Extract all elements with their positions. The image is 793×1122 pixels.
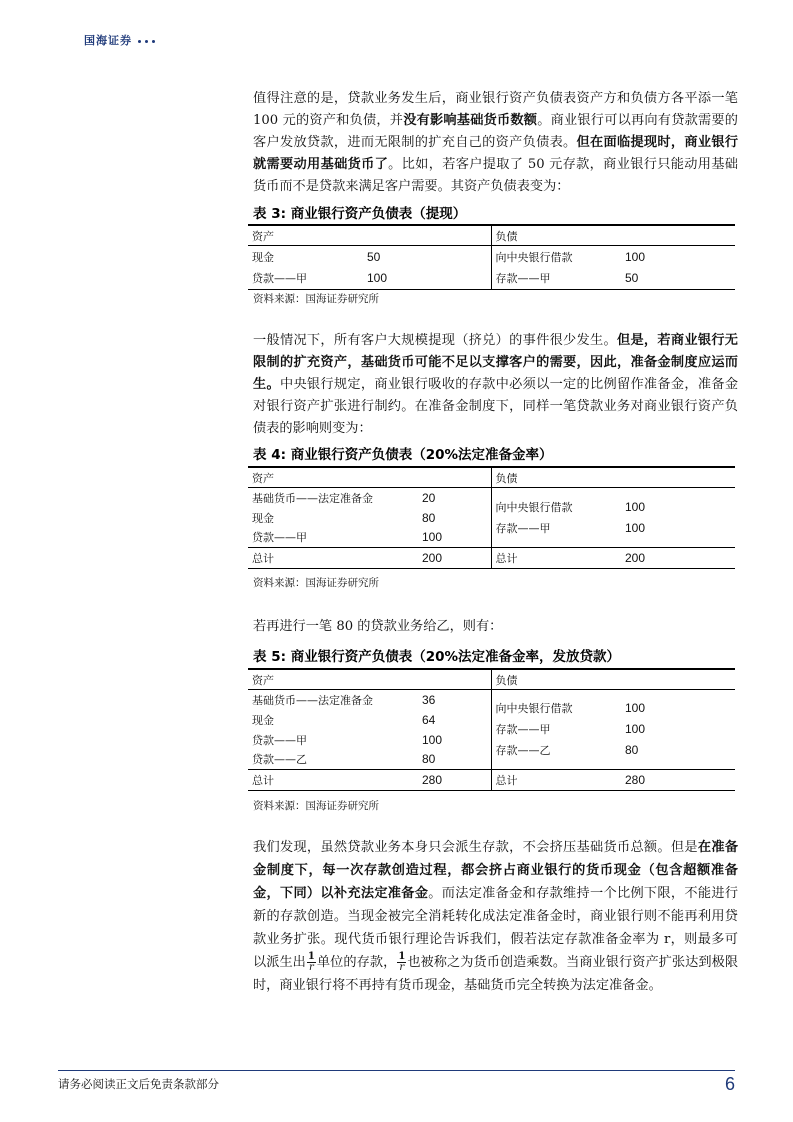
table-cell: 50	[621, 268, 735, 290]
table-5-assets-total: 280	[418, 770, 491, 791]
table-4-liabilities-total-label: 总计	[491, 548, 621, 569]
p1-text-3: 。比如，若客户提取了 50 元存款，商业银行只能动用基础货币而不是贷款来满足客户需要。其资产负债表变为：	[253, 157, 738, 194]
table-cell: 存款——乙	[495, 744, 551, 757]
table-5-liabilities-total-label: 总计	[491, 770, 621, 791]
table-cell: 存款——甲	[491, 268, 621, 290]
table-cell: 现金	[252, 713, 274, 727]
table-cell: 现金	[252, 511, 274, 525]
table-cell: 20	[422, 490, 436, 505]
paragraph-2	[253, 330, 738, 440]
fraction-denominator: r	[399, 962, 405, 973]
fraction-numerator: 1	[307, 951, 315, 962]
table-cell: 100	[625, 722, 646, 736]
table-3-source: 资料来源：国海证券研究所	[253, 293, 379, 305]
table-cell: 基础货币——法定准备金	[252, 693, 373, 707]
table-cell: 贷款——甲	[252, 531, 307, 545]
table-4	[248, 466, 735, 569]
table-5-liabilities-cell	[491, 690, 621, 770]
p1-text-2: 。商业银行可以再向有贷款需要的客户发放贷款，进而无限制的扩充自己的资产负债表。	[253, 113, 738, 150]
table-3-assets-header: 资产	[248, 225, 491, 246]
p4-text-4: 也被称之为货币创造乘数。当商业银行资产扩张达到极限时，商业银行将不再持有货币现金，基础货币完全转换为法定准备金。	[253, 955, 739, 993]
table-cell: 向中央银行借款	[495, 702, 573, 715]
table-4-liabilities-total: 200	[621, 548, 735, 569]
paragraph-3: 若再进行一笔 80 的贷款业务给乙，则有：	[253, 619, 503, 634]
table-cell: 100	[625, 520, 646, 535]
p2-text-2: 中央银行规定，商业银行吸收的存款中必须以一定的比例留作准备金，准备金对银行资产扩张进行制约。在准备金制度下，同样一笔贷款业务对商业银行资产负债表的影响则变为：	[253, 377, 739, 436]
table-cell: 存款——甲	[495, 521, 551, 535]
fraction-one-over-r	[397, 952, 406, 973]
table-5	[248, 668, 735, 791]
table-cell: 36	[422, 692, 436, 707]
logo-text: 国海证券	[84, 34, 132, 47]
table-4-source: 资料来源：国海证券研究所	[253, 577, 379, 589]
table-cell: 100	[625, 499, 646, 514]
table-cell: 向中央银行借款	[491, 246, 621, 268]
table-cell: 100	[625, 701, 646, 715]
table-4-caption: 表 4: 商业银行资产负债表（20%法定准备金率）	[253, 447, 553, 463]
table-cell: 现金	[252, 250, 274, 264]
p4-text-1: 我们发现，虽然贷款业务本身只会派生存款，不会挤压基础货币总额。但是	[253, 840, 698, 855]
footer-divider	[58, 1070, 735, 1071]
table-5-source: 资料来源：国海证券研究所	[253, 800, 379, 812]
paragraph-4	[253, 836, 738, 997]
p2-text-1: 一般情况下，所有客户大规模提现（挤兑）的事件很少发生。	[253, 333, 617, 348]
table-4-assets-total: 200	[418, 548, 491, 569]
table-cell: 贷款——乙	[252, 753, 307, 767]
p4-text-2: 。而法定准备金和存款维持一个比例下限，不能进行新的存款创造。当现金被完全消耗转化成法定准备金时，商业银行则不能再利用贷款业务扩张。现代货币银行理论告诉我们，假若法定存款准备金率为 r，则最多可以派生出	[253, 886, 739, 970]
table-row	[248, 690, 735, 710]
table-5-liabilities-header: 负债	[491, 669, 735, 690]
p1-bold-2: 但在面临提现时，商业银行就需要动用基础货币了	[253, 135, 739, 172]
p2-bold-1: 但是，若商业银行无限制的扩充资产，基础货币可能不足以支撑客户的需要，因此，准备金制度应运而生。	[253, 333, 738, 392]
table-5-liabilities-total: 280	[621, 770, 735, 791]
table-4-assets-header: 资产	[248, 467, 491, 488]
table-cell: 50	[367, 249, 381, 264]
table-row	[248, 246, 735, 268]
table-cell: 100	[363, 268, 491, 290]
table-cell: 100	[422, 530, 443, 545]
table-cell: 贷款——甲	[248, 268, 363, 290]
table-cell: 存款——甲	[495, 723, 551, 736]
table-total-row	[248, 770, 735, 791]
table-3-liabilities-header: 负债	[491, 225, 735, 246]
p4-bold-1: 在准备金制度下，每一次存款创造过程，都会挤占商业银行的货币现金（包含超额准备金，下同）以补充法定准备金	[253, 840, 739, 901]
fraction-one-over-r	[307, 952, 316, 973]
table-cell: 100	[422, 732, 443, 747]
table-cell: 64	[422, 712, 436, 727]
table-5-caption: 表 5: 商业银行资产负债表（20%法定准备金率，发放贷款）	[253, 649, 621, 665]
table-cell: 基础货币——法定准备金	[252, 491, 373, 505]
fraction-numerator: 1	[398, 951, 406, 962]
table-cell: 100	[625, 249, 646, 264]
table-4-liabilities-header: 负债	[491, 467, 735, 488]
page-number: 6	[724, 1074, 735, 1094]
logo-dots-icon	[138, 40, 155, 43]
table-5-liabilities-values	[621, 690, 735, 770]
table-cell: 80	[422, 752, 436, 767]
table-4-liabilities-cell	[491, 488, 621, 548]
p1-text-1: 值得注意的是，贷款业务发生后，商业银行资产负债表资产方和负债方各平添一笔 100 元的资产和负债，并	[253, 91, 738, 128]
table-3	[248, 224, 735, 290]
table-row	[248, 268, 735, 290]
table-4-assets-total-label: 总计	[248, 548, 418, 569]
table-5-assets-header: 资产	[248, 669, 491, 690]
p4-text-3: 单位的存款，	[316, 955, 397, 970]
company-logo	[84, 33, 155, 49]
table-total-row	[248, 548, 735, 569]
table-4-liabilities-values	[621, 488, 735, 548]
table-row	[248, 488, 735, 508]
footer-disclaimer: 请务必阅读正文后免责条款部分	[58, 1077, 219, 1091]
p1-bold-1: 没有影响基础货币数额	[403, 113, 538, 128]
table-cell: 贷款——甲	[252, 733, 307, 747]
table-cell: 80	[625, 743, 639, 757]
table-5-assets-total-label: 总计	[248, 770, 418, 791]
paragraph-1	[253, 88, 738, 198]
table-cell: 向中央银行借款	[495, 500, 573, 514]
fraction-denominator: r	[309, 962, 314, 973]
table-cell: 80	[422, 510, 436, 525]
table-3-caption: 表 3: 商业银行资产负债表（提现）	[253, 206, 467, 222]
